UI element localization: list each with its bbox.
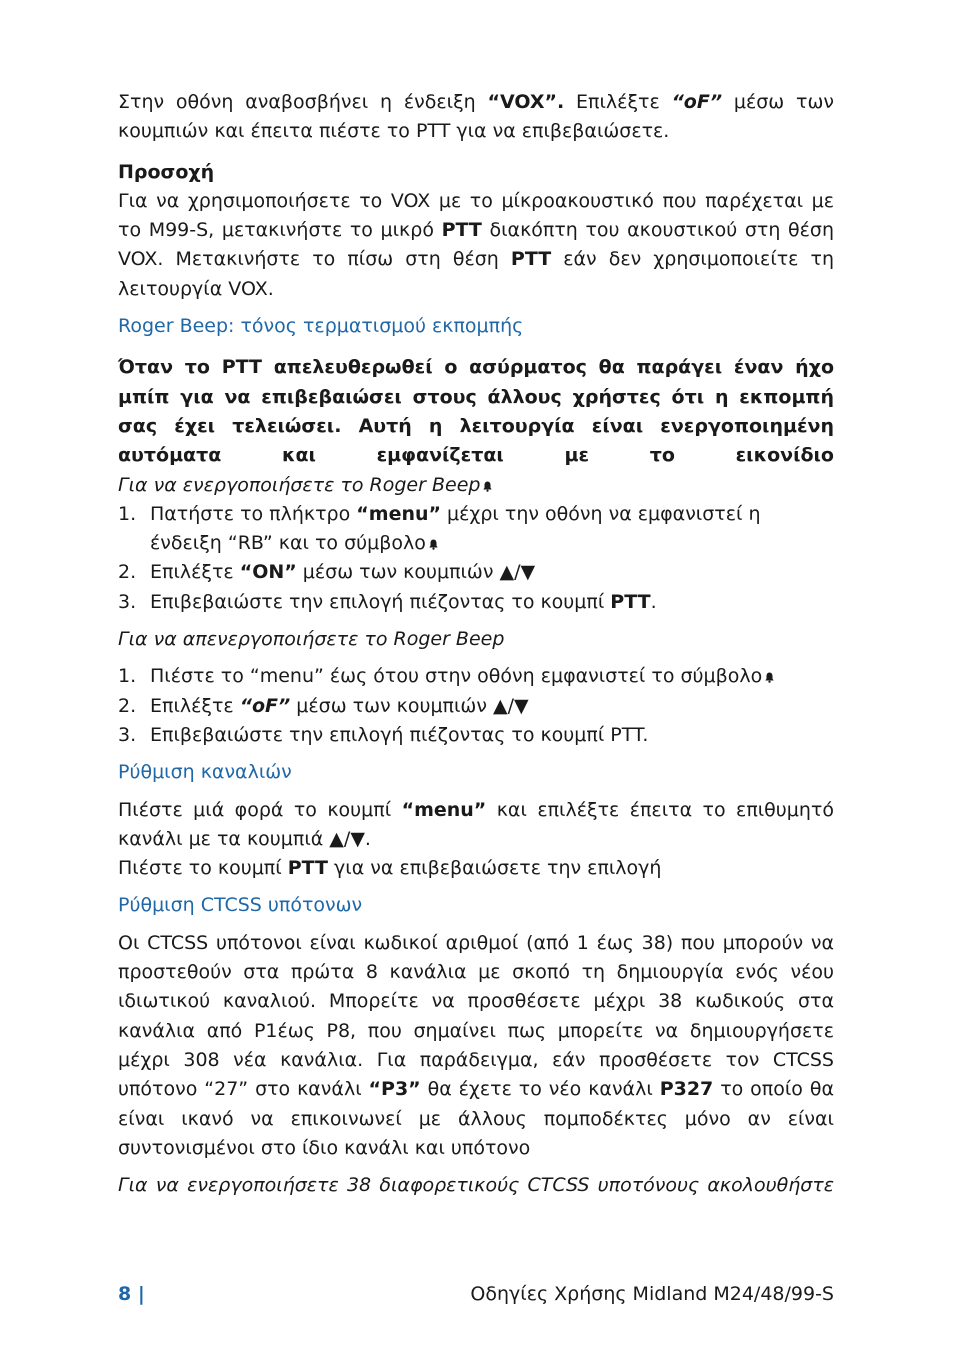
text: μέσω των κουμπιών ▲/▼	[290, 694, 529, 717]
list-item	[118, 662, 834, 691]
text: Επιλέξτε	[150, 561, 240, 584]
step-number: 3.	[118, 590, 137, 613]
step-number: 2.	[118, 694, 137, 717]
ptt-label: PTT	[510, 248, 552, 271]
text: Πατήστε το πλήκτρο	[150, 502, 357, 525]
text: για να επιβεβαιώσετε την επιλογή	[328, 857, 662, 880]
roger-disable-steps	[118, 662, 834, 750]
bell-icon	[429, 539, 438, 550]
channel-label: P327	[659, 1078, 714, 1101]
warning-title: Προσοχή	[118, 160, 215, 183]
text: Επιβεβαιώστε την επιλογή πιέζοντας το κουμπί PTT.	[150, 723, 649, 746]
text: Στην οθόνη αναβοσβήνει η ένδειξη	[118, 91, 488, 113]
document-title: Οδηγίες Χρήσης Midland M24/48/99-S	[470, 1283, 834, 1305]
text: Πιέστε το “menu” έως ότου στην οθόνη εμφανιστεί το σύμβολο	[150, 665, 763, 688]
menu-label: “menu”	[356, 502, 441, 525]
text: το οποίο θα είναι ικανό να επικοινωνεί με άλλους πομποδέκτες μόνο αν είναι συντονισμένοι στο ίδιο κανάλι και υπότονο	[118, 1078, 834, 1159]
text: Πιέστε το κουμπί	[118, 857, 288, 880]
ctcss-heading: Ρύθμιση CTCSS υπότονων	[118, 894, 363, 917]
text: μέσω των κουμπιών και έπειτα πιέστε το PTT για να επιβεβαιώσετε.	[118, 91, 834, 143]
step-number: 3.	[118, 723, 137, 746]
ctcss-instruction: Για να ενεργοποιήσετε 38 διαφορετικούς CTCSS υποτόνους ακολουθήστε	[118, 1174, 834, 1197]
text: Για να ενεργοποιήσετε το Roger Beep	[118, 473, 481, 496]
text: εάν δεν χρησιμοποιείτε τη λειτουργία VOX.	[118, 248, 834, 300]
step-number: 1.	[118, 665, 137, 688]
text: διακόπτη του ακουστικού στη θέση VOX. Μετακινήστε το πίσω στη θέση	[118, 219, 834, 271]
of-label: “oF”	[239, 694, 291, 717]
text: Επιλέξτε	[150, 694, 240, 717]
of-label: “oF”	[671, 91, 723, 113]
bell-icon	[765, 672, 774, 683]
list-item	[118, 500, 834, 559]
ptt-label: PTT	[610, 590, 651, 613]
bell-icon	[483, 481, 492, 492]
text: Για να χρησιμοποιήσετε το VOX με το μίκροακουστικό που παρέχεται με το M99-S, μετακινήστε το μικρό	[118, 189, 834, 242]
page-footer	[118, 1283, 834, 1313]
list-item	[118, 558, 834, 587]
roger-disable-title: Για να απενεργοποιήσετε το Roger Beep	[118, 628, 505, 651]
ctcss-paragraph	[118, 929, 834, 1163]
menu-label: “menu”	[401, 798, 487, 821]
text: μέχρι την οθόνη να εμφανιστεί η ένδειξη “RB” και το σύμβολο	[150, 502, 761, 555]
channel-label: “P3”	[368, 1078, 421, 1101]
text: .	[650, 590, 657, 613]
list-item	[118, 692, 834, 721]
text: και επιλέξτε έπειτα το επιθυμητό κανάλι με τα κουμπιά ▲/▼.	[118, 798, 834, 850]
step-number: 2.	[118, 561, 137, 584]
roger-beep-description: Όταν το PTT απελευθερωθεί ο ασύρματος θα παράγει έναν ήχο μπίπ για να επιβεβαιώσει στους άλλους χρήστες ότι η εκπομπή σας έχει τελειώσει. Αυτή η λειτουργία είναι ενεργοποιημένη αυτόματα και εμφανίζεται με το εικονίδιο	[118, 356, 834, 467]
text: Πιέστε μιά φορά το κουμπί	[118, 798, 402, 821]
channels-confirm	[118, 854, 834, 883]
channels-heading: Ρύθμιση καναλιών	[118, 761, 292, 784]
channels-paragraph	[118, 796, 834, 855]
vox-paragraph	[118, 88, 834, 147]
list-item	[118, 721, 834, 750]
roger-enable-title	[118, 471, 834, 500]
ptt-label: PTT	[287, 857, 328, 880]
vox-label: “VOX”.	[487, 91, 565, 113]
text: Οι CTCSS υπότονοι είναι κωδικοί αριθμοί (από 1 έως 38) που μπορούν να προστεθούν στα πρώτα 8 κανάλια με σκοπό τη δημιουργία ενός νέου ιδιωτικού καναλιού. Μπορείτε να προσθέσετε μέχρι 38 κωδικούς στα κανάλια από P1έως P8, που σημαίνει πως μπορείτε να δημιουργήσετε μέχρι 308 νέα κανάλια. Για παράδειγμα, εάν προσθέσετε τον CTCSS υπότονο “27” στο κανάλι	[118, 931, 834, 1101]
step-number: 1.	[118, 502, 137, 525]
roger-beep-heading: Roger Beep: τόνος τερματισμού εκπομπής	[118, 315, 524, 338]
warning-paragraph	[118, 187, 834, 304]
text: θα έχετε το νέο κανάλι	[420, 1078, 660, 1101]
text: Επιβεβαιώστε την επιλογή πιέζοντας το κουμπί	[150, 590, 611, 613]
roger-enable-steps	[118, 500, 834, 617]
list-item	[118, 588, 834, 617]
page-content	[118, 88, 834, 1200]
text: μέσω των κουμπιών ▲/▼	[296, 561, 536, 584]
page-number: 8 |	[118, 1283, 145, 1305]
on-label: “ON”	[239, 561, 297, 584]
text: Επιλέξτε	[564, 91, 672, 113]
ptt-label: PTT	[441, 219, 482, 242]
